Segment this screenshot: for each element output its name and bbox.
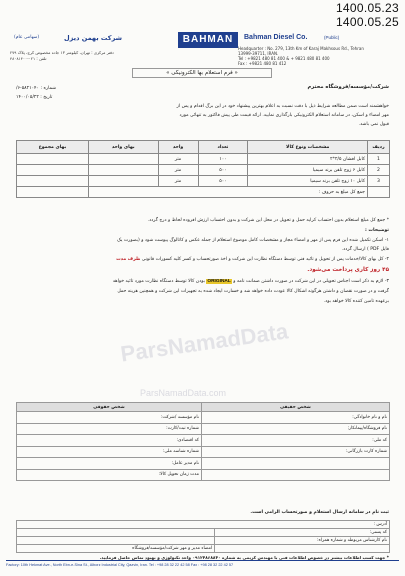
natural-field[interactable]: شماره کارت بازرگانی: — [201, 446, 389, 458]
hq-address-en: Headquarter : No. 279, 13th Km of Karaj Makhsous Rd., Tehran — [238, 46, 364, 51]
col-qty: تعداد — [198, 141, 248, 154]
natural-field[interactable]: کد ملی: — [201, 435, 389, 447]
note-2b: ۴۵ روز کاری پرداخت می‌شود. — [307, 267, 389, 273]
row-description: کابل ۶ زوج تلفن برند سیمیا — [248, 165, 368, 176]
total-amount[interactable] — [17, 187, 89, 198]
col-desc: مشخصات ونوع کالا — [248, 141, 368, 154]
legal-field[interactable]: مدت زمان تحویل کالا: — [17, 469, 202, 481]
tel-en: Tel : +9821 480 81 400 & + 9821 480 81 400 — [238, 56, 330, 61]
original-badge: ORIGINAL — [207, 279, 231, 284]
natural-field[interactable] — [201, 469, 389, 481]
intro-line-3: قبول نمی باشد. — [358, 122, 389, 127]
row-unit: متر — [158, 165, 198, 176]
note-2-deadline: ظرف مدت — [116, 257, 141, 262]
handwritten-date-1: 1400.05.23 — [335, 1, 399, 15]
legal-person-head: شخص حقوقی — [17, 403, 202, 412]
note-3d: برعهده تامین کننده کالا خواهد بود. — [323, 299, 389, 304]
note-2-line — [116, 257, 389, 262]
factory-footer: Factory: 10th Hekmat Ave., North Ebn-e-Sina St., Alborz Industrial City, Qazvin, Iran. Tel : +98 28 32 22 42 58 Fax : +98 28 32 22 42 57 — [6, 560, 399, 572]
natural-field[interactable]: نام و نام خانوادگی: — [201, 412, 389, 424]
natural-field[interactable]: نام فروشگاه/پیمانکار: — [201, 423, 389, 435]
legal-field[interactable]: نام مؤسسه /شرکت: — [17, 412, 202, 424]
row-quantity: ۱۰۰ — [198, 154, 248, 165]
table-row — [17, 165, 390, 176]
table-row — [17, 176, 390, 187]
note-3c: گرفت و در صورت نقصان و داشتن هرگونه اشکال کالا عودت داده خواهد شد و خسارت ایجاد شده به تجهیزات این شرکت و همچنین هزینه حمل — [117, 289, 389, 294]
note-vat: * جمع کل مبلغ استعلام بدون احتساب کرایه حمل و تحویل در محل این شرکت و بدون احتساب ارزش افزوده لحاظ و درج گردد. — [147, 218, 389, 223]
legal-field[interactable]: نام مدیر عامل: — [17, 458, 202, 470]
col-unit: واحد — [158, 141, 198, 154]
legal-field[interactable]: کد اقتصادی: — [17, 435, 202, 447]
addressee: شرکت/مؤسسه/فروشگاه محترم — [307, 84, 389, 90]
notes-label: توضیحات : — [364, 228, 389, 233]
row-unit-price[interactable] — [88, 165, 158, 176]
company-name-en: Bahman Diesel Co. — [244, 34, 308, 41]
letterhead — [6, 30, 399, 66]
form-title: « فرم استعلام بها الکترونیکی » — [132, 68, 272, 78]
row-unit: متر — [158, 176, 198, 187]
handwritten-date-2: 1400.05.25 — [335, 15, 399, 29]
note-3-line — [113, 279, 389, 284]
postal-code-field[interactable]: کد پستی: — [215, 529, 390, 537]
fax-en: Fax : +9821 480 81 412 — [238, 61, 287, 66]
col-unit-price: بهای واحد — [88, 141, 158, 154]
legal-field[interactable]: شماره ثبت/کارت: — [17, 423, 202, 435]
note-3a: ۳- لازم به ذکر است اجناس تحویلی در این شرکت در صورت داشتن ضمانت نامه و — [233, 279, 389, 284]
employee-field[interactable]: نام کارشناس مربوطه و شماره همراه: — [215, 537, 390, 545]
row-unit: متر — [158, 154, 198, 165]
row-number: 2 — [368, 165, 390, 176]
address-field[interactable]: آدرس : — [17, 521, 390, 529]
row-total-price[interactable] — [17, 154, 89, 165]
watermark-brand: ParsNamadData — [119, 318, 290, 367]
party-info-table — [16, 402, 390, 481]
natural-field[interactable] — [201, 458, 389, 470]
row-unit-price[interactable] — [88, 176, 158, 187]
address-table — [16, 520, 390, 553]
note-3b: بودن کالا توسط دستگاه نظارت مورد تائید خواهد — [112, 279, 205, 284]
letter-number: شماره : ۵۸۲۱۰۴۰-۶/ — [16, 86, 56, 91]
company-fa-subtitle: (سهامی عام) — [14, 35, 40, 40]
legal-field[interactable]: شماره شناسه ملی: — [17, 446, 202, 458]
letter-date: تاریخ : ۱۴۰۰/۰۵/۲۲ — [16, 95, 53, 100]
watermark-url: ParsNamadData.com — [140, 388, 227, 398]
col-total-price: بهای مجموع — [17, 141, 89, 154]
row-unit-price[interactable] — [88, 154, 158, 165]
bahman-logo: BAHMAN — [178, 32, 238, 48]
tel-fa: تلفن : ۰۲۱-۴۸۰۸۱۴۰۰ — [10, 56, 47, 61]
total-row — [17, 187, 390, 198]
natural-person-head: شخص حقیقی — [201, 403, 389, 412]
table-row — [17, 154, 390, 165]
postal-en: 13999-39711, IRAN. — [238, 51, 279, 56]
hq-address-fa: دفتر مرکزی : تهران، کیلومتر ۱۳ جاده مخصوص کرج، پلاک ۲۷۹ — [10, 50, 114, 55]
items-header-row — [17, 141, 390, 154]
note-1a: ۱- اسکن تکمیل شده این فرم پس از مهر و امضاء مجاز و مشخصات کامل موضوع استعلام از جمله عکس و کاتالوگ پیوست شود و (بصورت یک — [116, 238, 389, 243]
row-number: 3 — [368, 176, 390, 187]
signature-field[interactable]: امضاء مدیر و مهر شرکت/مؤسسه/فروشگاه — [17, 545, 215, 553]
contact-notice: * جهت کسب اطلاعات بیشتر در خصوص اطلاعات فنی با مهندس کریمی به شماره ۰۹۱۲۴۸۶۸۸۴۰ واحد تکنولوژی و بهبود تماس حاصل فرمایید. — [99, 555, 389, 560]
items-table — [16, 140, 390, 198]
row-description: کابل ۱۰ زوج تلفن برند سیمیا — [248, 176, 368, 187]
row-total-price[interactable] — [17, 176, 89, 187]
company-name-fa: شرکت بهمن دیزل — [64, 34, 123, 42]
intro-line-1: خواهشمند است ضمن مطالعه شرایط ذیل با دقت نسبت به اعلام بهترین پیشنهاد خود در این برگ اقدام و پس از — [176, 104, 389, 109]
col-row: ردیف — [368, 141, 390, 154]
note-2a: ۲- کل بهای کالا/خدمات پس از تحویل و تائید فنی توسط دستگاه نظارت این شرکت و اخذ صورتحساب و کسر کلیه کسورات قانونی — [141, 257, 389, 262]
row-total-price[interactable] — [17, 165, 89, 176]
note-1b: فایل PDF ) ارسال گردد. — [341, 247, 389, 252]
total-in-words-label: جمع کل مبلغ به حروف : — [88, 187, 367, 198]
row-quantity: ۵۰۰ — [198, 176, 248, 187]
row-quantity: ۵۰۰ — [198, 165, 248, 176]
intro-line-2: مهر امضاء و اسکن، در سامانه استعلام الکترونیکی بارگذاری نمایید. ارائه قیمت طی پیش فاکتور به تنهائی مورد — [179, 113, 389, 118]
row-description: کابل افشان ۲/۵*۲ — [248, 154, 368, 165]
row-number: 1 — [368, 154, 390, 165]
company-en-subtitle: (Public) — [324, 35, 340, 40]
registration-notice: ثبت نام در سامانه ارسال استعلام و صورتحساب الزامی است. — [250, 510, 389, 515]
